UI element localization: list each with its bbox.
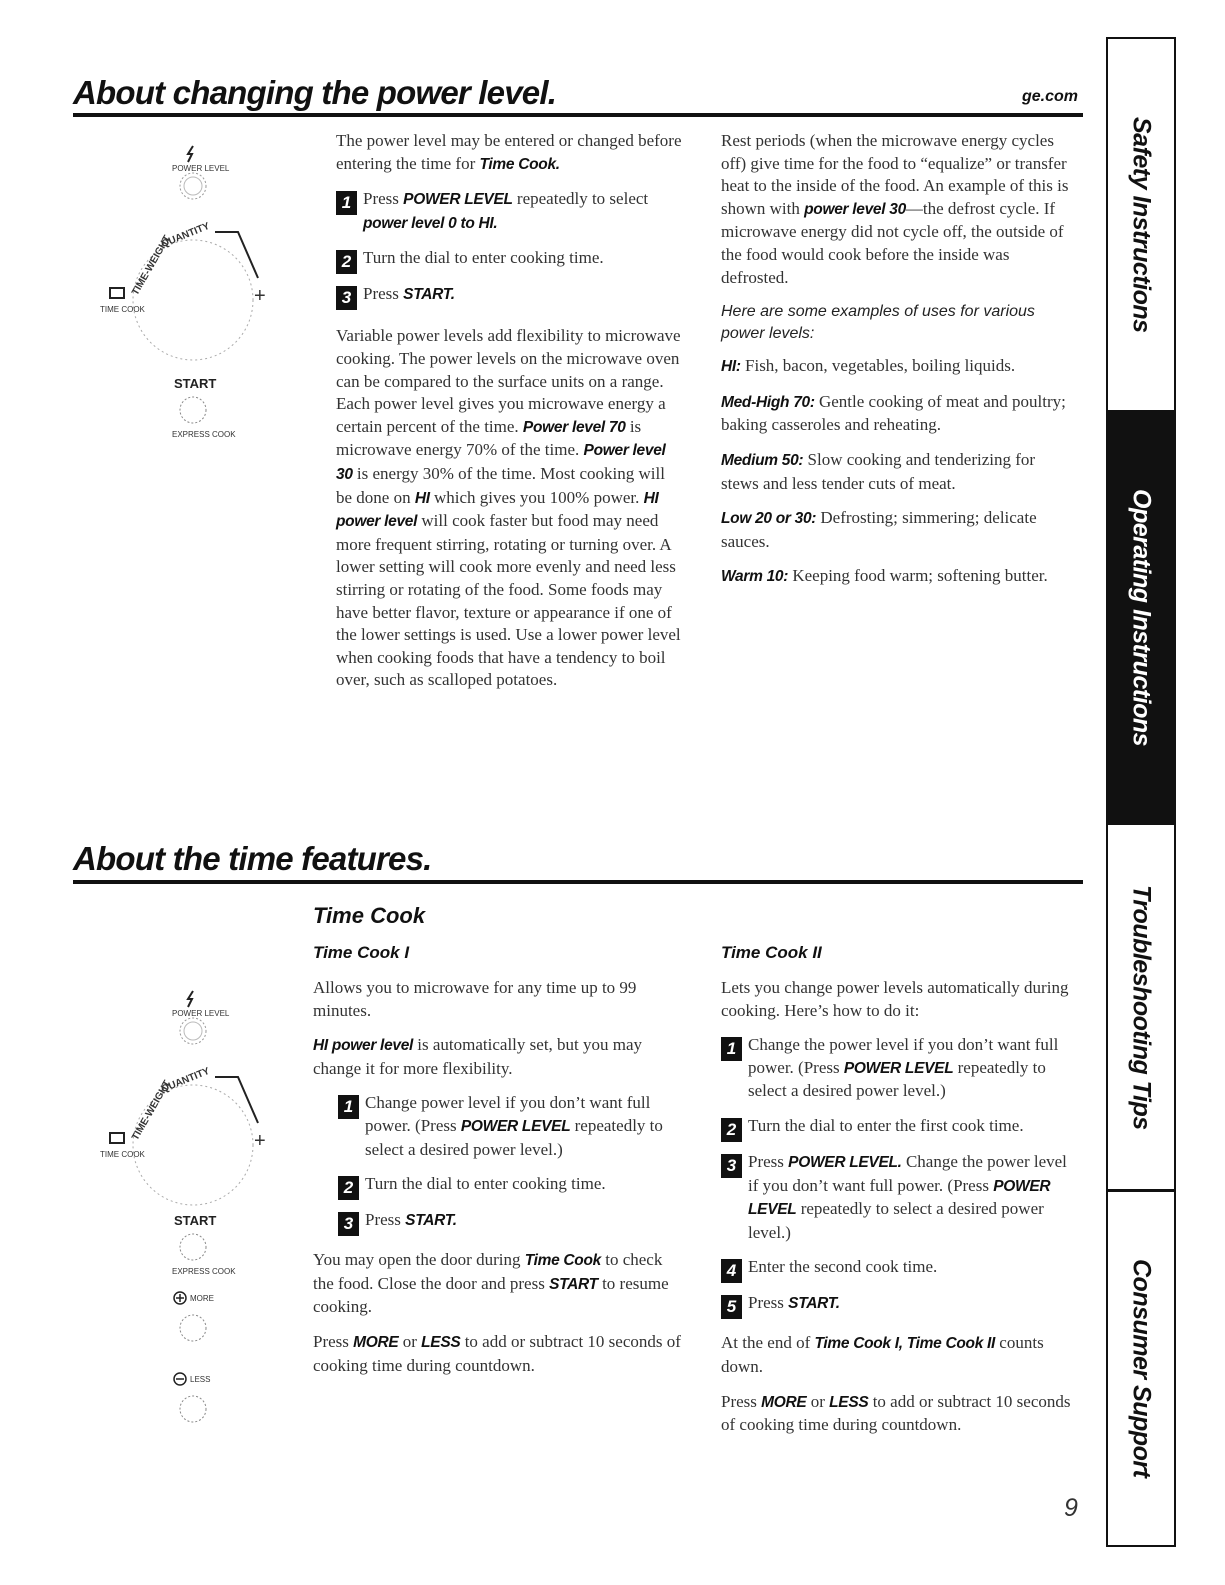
tc1-intro: Allows you to microwave for any time up to 99 minutes. — [313, 978, 637, 1020]
tc1-hi — [313, 1034, 685, 1080]
tc2-end-text-b: counts down. — [721, 1333, 1044, 1376]
quantity-label: QUANTITY — [159, 220, 212, 251]
tc2-step-1-text-b: repeatedly to select a desired power level.) — [748, 1057, 1046, 1101]
more-button-icon — [180, 1315, 206, 1341]
tc1-step-1 — [338, 1092, 685, 1161]
tc2-step-3-text-b: Change the power level if you don’t want full power. (Press — [748, 1151, 1067, 1195]
example-medium-level: Medium 50: — [721, 451, 804, 469]
tc2-step-2 — [721, 1115, 1073, 1139]
tc2-end-text-a: At the end of — [721, 1333, 811, 1353]
variable-text-5: will cook faster but food may need more frequent stirring, rotating or turning over. A lower setting will cook more evenly and need less stirring or rotating of the food. Some foods may have better flavor, texture or appearance if one of the lower settings is used. Use a lower power level when cooking foods that have a tendency to boil over, such as scalloped potatoes. — [336, 511, 681, 690]
quantity-label-2: QUANTITY — [159, 1065, 212, 1096]
tc1-step-3-text: Press — [365, 1210, 401, 1230]
tc2-more-text-c: to add or subtract 10 seconds of cooking time during countdown. — [721, 1391, 1071, 1435]
time-weight-label: TIME-WEIGHT — [130, 233, 174, 298]
tab-operating-instructions[interactable] — [1108, 410, 1174, 825]
side-tabs — [1106, 37, 1176, 1547]
control-panel-illustration — [100, 140, 290, 460]
example-warm-text: Keeping food warm; softening butter. — [792, 566, 1048, 586]
more-label: MORE — [190, 1294, 214, 1303]
power-step-3-text: Press — [363, 284, 399, 304]
tc1-power-level-keyword: POWER LEVEL — [460, 1117, 571, 1135]
example-warm-level: Warm 10: — [721, 568, 789, 586]
example-medium — [721, 449, 1073, 495]
power-step-2 — [336, 247, 682, 271]
step-number-3: 3 — [721, 1154, 742, 1178]
control-panel-illustration-2 — [100, 985, 290, 1435]
tc2-step-1 — [721, 1034, 1073, 1103]
time-cook-2-heading: Time Cook II — [721, 943, 822, 962]
tab-operating-instructions-label: Operating Instructions — [1127, 488, 1156, 747]
step-number-2: 2 — [338, 1176, 359, 1200]
tc1-step-1-text-b: repeatedly to select a desired power level.) — [365, 1115, 663, 1159]
power-step-3 — [336, 283, 682, 307]
tc2-power-level-keyword-2: POWER LEVEL. — [788, 1153, 902, 1171]
tab-safety-instructions-label: Safety Instructions — [1127, 116, 1156, 333]
tab-consumer-support[interactable] — [1108, 1192, 1174, 1545]
tc1-open-door — [313, 1249, 685, 1319]
less-label: LESS — [190, 1375, 211, 1384]
power-step-2-text: Turn the dial to enter cooking time. — [363, 248, 604, 268]
power-step-1 — [336, 188, 682, 235]
tc1-more-keyword: MORE — [353, 1333, 399, 1351]
site-link[interactable]: ge.com — [1022, 88, 1079, 105]
tc1-hi-keyword: HI power level — [313, 1037, 414, 1055]
express-cook-label: EXPRESS COOK — [172, 430, 236, 439]
tc1-start-keyword: START. — [405, 1212, 457, 1230]
tc1-more-text-c: to add or subtract 10 seconds of cooking time during countdown. — [313, 1331, 681, 1375]
example-med-high-text: Gentle cooking of meat and poultry; baking casseroles and reheating. — [721, 391, 1066, 435]
time-cook-label: TIME COOK — [100, 305, 145, 314]
variable-text-2: is microwave energy 70% of the time. — [336, 416, 642, 460]
tc1-step-2-text: Turn the dial to enter cooking time. — [365, 1174, 606, 1194]
start-keyword: START. — [403, 286, 455, 304]
step-number-5: 5 — [721, 1295, 742, 1319]
lightning-icon-2 — [188, 991, 193, 1007]
time-cook-1-column — [313, 943, 685, 1389]
tc2-end — [721, 1332, 1073, 1378]
example-low-level: Low 20 or 30: — [721, 510, 817, 528]
clock-icon-2 — [110, 1133, 124, 1143]
rest-text-2: —the defrost cycle. If microwave energy did not cycle off, the outside of the food would cook before the inside was defrosted. — [721, 198, 1064, 287]
variable-text-1: Variable power levels add flexibility to microwave cooking. The power levels on the microwave oven can be compared to the surface units on a range. Each power level gives you microwave energy a certain percent of the time. — [336, 326, 681, 436]
tc2-more-text-b: or — [810, 1391, 825, 1411]
example-hi — [721, 355, 1073, 379]
power-intro — [336, 130, 682, 176]
power-level-range-keyword: power level 0 to HI. — [363, 214, 498, 232]
time-cook-1-heading: Time Cook I — [313, 943, 410, 962]
tab-troubleshooting-tips[interactable] — [1108, 825, 1174, 1189]
tc2-step-4-text: Enter the second cook time. — [748, 1257, 938, 1277]
tc2-step-5 — [721, 1292, 1073, 1316]
tab-troubleshooting-tips-label: Troubleshooting Tips — [1127, 884, 1156, 1130]
plus-label-2: + — [254, 1130, 266, 1152]
tc1-step-1-text-a: Change power level if you don’t want full power. (Press — [365, 1093, 651, 1135]
tc2-less-keyword: LESS — [829, 1393, 869, 1411]
start-button-icon — [180, 397, 206, 423]
power-step-1-text-a: Press — [363, 189, 399, 209]
rest-text-1: Rest periods (when the microwave energy cycles off) give time for the food to “equalize” or transfer heat to the inside of the food. An example of this is shown with — [721, 131, 1069, 218]
hi-keyword: HI — [414, 489, 430, 507]
tc1-open-text-a: You may open the door during — [313, 1250, 521, 1270]
tc2-power-level-keyword: POWER LEVEL — [843, 1059, 954, 1077]
variable-text-3: is energy 30% of the time. Most cooking will be done on — [336, 463, 665, 507]
power-level-30-keyword: Power level 30 — [336, 442, 666, 483]
tc1-more-less — [313, 1331, 685, 1377]
example-medium-text: Slow cooking and tenderizing for stews and less tender cuts of meat. — [721, 449, 1036, 493]
power-level-30-rest-keyword: power level 30 — [804, 200, 906, 218]
tab-consumer-support-label: Consumer Support — [1127, 1259, 1156, 1478]
example-med-high-level: Med-High 70: — [721, 393, 815, 411]
tc1-step-2 — [338, 1173, 685, 1197]
dial-arrow-icon-2 — [215, 1077, 258, 1123]
tc2-step-1-text-a: Change the power level if you don’t want full power. (Press — [748, 1035, 1059, 1077]
example-hi-level: HI: — [721, 358, 741, 376]
power-level-70-keyword: Power level 70 — [522, 418, 626, 436]
variable-text-4: which gives you 100% power. — [434, 487, 640, 507]
power-level-label: POWER LEVEL — [172, 164, 230, 173]
time-cook-2-column — [721, 943, 1073, 1449]
start-button-icon-2 — [180, 1234, 206, 1260]
hi-power-level-keyword: HI power level — [336, 489, 659, 531]
tc2-power-level-keyword-3: POWER LEVEL — [748, 1177, 1051, 1219]
example-warm — [721, 565, 1073, 589]
tc2-step-5-text: Press — [748, 1293, 784, 1313]
tc2-step-3-text-c: repeatedly to select a desired power level.) — [748, 1199, 1044, 1242]
step-number-1: 1 — [338, 1095, 359, 1119]
tc1-start-keyword-2: START — [549, 1275, 598, 1293]
tc1-open-text-c: to resume cooking. — [313, 1273, 669, 1317]
tc2-more-less — [721, 1391, 1073, 1437]
tc2-more-text-a: Press — [721, 1391, 757, 1411]
examples-intro: Here are some examples of uses for various power levels: — [721, 303, 1035, 343]
power-level-keyword: POWER LEVEL — [403, 191, 513, 209]
tc2-step-3 — [721, 1151, 1073, 1244]
power-intro-text: The power level may be entered or changed before entering the time for — [336, 131, 682, 173]
tc2-more-keyword: MORE — [761, 1393, 807, 1411]
section-title-time-features: About the time features. — [73, 840, 432, 877]
tc2-intro: Lets you change power levels automatically during cooking. Here’s how to do it: — [721, 978, 1069, 1020]
plus-label: + — [254, 285, 266, 307]
tc2-step-3-text-a: Press — [748, 1151, 784, 1171]
tc1-more-text-b: or — [402, 1331, 417, 1351]
dial-arrow-icon — [215, 232, 258, 278]
tc1-hi-text: is automatically set, but you may change it for more flexibility. — [313, 1035, 643, 1078]
section-title-power-level: About changing the power level. — [73, 74, 557, 111]
header-rule — [73, 113, 1083, 117]
less-button-icon — [180, 1396, 206, 1422]
control-panel-graphic-2 — [100, 985, 290, 1435]
tc1-more-text-a: Press — [313, 1331, 349, 1351]
step-number-2: 2 — [336, 250, 357, 274]
express-cook-label-2: EXPRESS COOK — [172, 1267, 236, 1276]
page-number: 9 — [1064, 1494, 1078, 1522]
tc2-start-keyword: START. — [788, 1295, 840, 1313]
example-hi-text: Fish, bacon, vegetables, boiling liquids. — [745, 356, 1016, 376]
step-number-3: 3 — [338, 1212, 359, 1236]
start-label: START — [174, 376, 217, 391]
variable-power-paragraph — [336, 325, 682, 692]
section2-rule — [73, 880, 1083, 884]
tc2-step-2-text: Turn the dial to enter the first cook time. — [748, 1115, 1024, 1135]
tc1-time-cook-keyword: Time Cook — [524, 1252, 601, 1270]
time-cook-heading: Time Cook — [313, 903, 426, 928]
clock-icon — [110, 288, 124, 298]
power-level-label-2: POWER LEVEL — [172, 1009, 230, 1018]
tc1-open-text-b: to check the food. Close the door and press — [313, 1250, 663, 1293]
step-number-2: 2 — [721, 1118, 742, 1142]
tc1-step-3 — [338, 1209, 685, 1233]
power-level-column-1 — [336, 130, 682, 704]
tab-safety-instructions[interactable] — [1108, 39, 1174, 410]
example-low-text: Defrosting; simmering; delicate sauces. — [721, 508, 1037, 551]
power-step-1-text-b: repeatedly to select — [516, 189, 649, 209]
step-number-3: 3 — [336, 286, 357, 310]
start-label-2: START — [174, 1213, 217, 1228]
lightning-icon — [188, 146, 193, 162]
step-number-1: 1 — [721, 1037, 742, 1061]
time-weight-label-2: TIME-WEIGHT — [130, 1078, 174, 1143]
tc2-step-4 — [721, 1256, 1073, 1280]
power-level-column-2 — [721, 130, 1073, 601]
step-number-1: 1 — [336, 191, 357, 215]
time-cook-label-2: TIME COOK — [100, 1150, 145, 1159]
time-cook-keyword: Time Cook. — [479, 155, 560, 173]
rest-periods-paragraph — [721, 130, 1073, 289]
tc1-less-keyword: LESS — [421, 1333, 461, 1351]
step-number-4: 4 — [721, 1259, 742, 1283]
example-med-high — [721, 391, 1073, 437]
tc2-end-keyword: Time Cook I, Time Cook II — [814, 1335, 996, 1353]
example-low — [721, 507, 1073, 553]
